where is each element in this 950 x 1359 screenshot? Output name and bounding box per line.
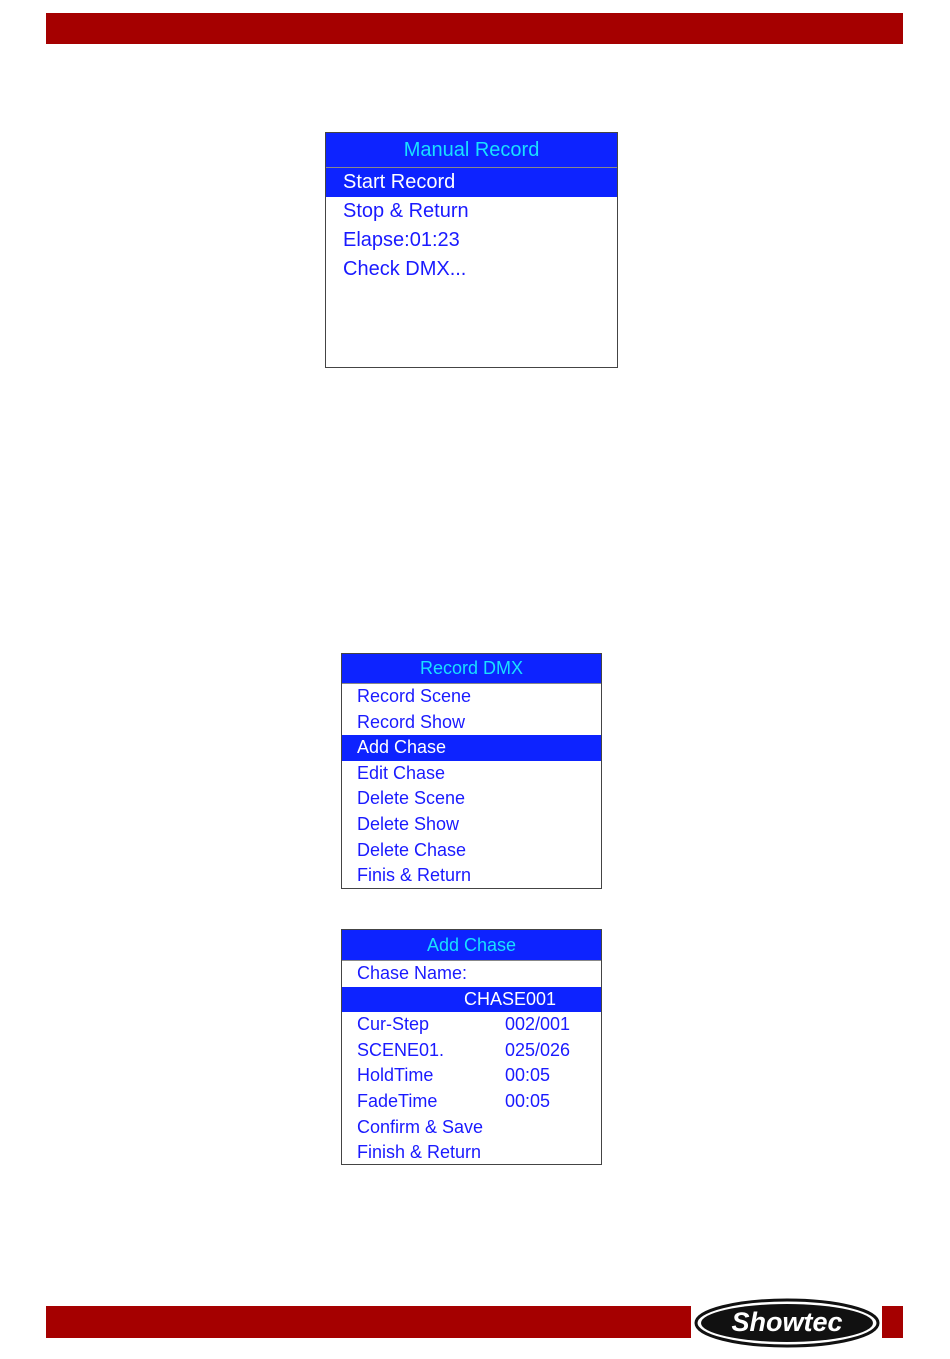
add-chase-menu bbox=[341, 929, 602, 1165]
confirm-save-button[interactable]: Confirm & Save bbox=[357, 1116, 484, 1137]
setting-row-hold-time[interactable] bbox=[342, 1063, 601, 1089]
setting-row-fade-time[interactable] bbox=[342, 1089, 601, 1115]
menu-item-start-record[interactable]: Start Record bbox=[326, 168, 617, 197]
menu-item-stop-return[interactable]: Stop & Return bbox=[343, 200, 469, 222]
menu-item-delete-chase[interactable]: Delete Chase bbox=[357, 839, 467, 860]
menu-item-edit-chase[interactable]: Edit Chase bbox=[357, 762, 446, 783]
chase-name-field[interactable] bbox=[342, 987, 601, 1013]
footer-bar-end bbox=[882, 1306, 903, 1338]
menu-item-add-chase[interactable]: Add Chase bbox=[342, 735, 601, 761]
menu-item-record-scene[interactable]: Record Scene bbox=[357, 686, 472, 706]
menu-item-record-show[interactable]: Record Show bbox=[357, 711, 466, 732]
menu-item-finish-return[interactable]: Finis & Return bbox=[357, 865, 472, 886]
manual-record-menu bbox=[325, 132, 618, 368]
showtec-logo bbox=[694, 1298, 880, 1348]
setting-value: 00:05 bbox=[505, 1090, 551, 1111]
logo-text: Showtec bbox=[731, 1307, 843, 1337]
record-dmx-menu bbox=[341, 653, 602, 889]
setting-label: HoldTime bbox=[357, 1065, 434, 1086]
setting-value: 002/001 bbox=[505, 1014, 571, 1035]
setting-label: SCENE01. bbox=[357, 1039, 445, 1060]
setting-value: 025/026 bbox=[505, 1039, 571, 1060]
setting-row-scene[interactable] bbox=[342, 1038, 601, 1064]
chase-name-value: CHASE001 bbox=[464, 988, 557, 1009]
elapsed-time: Elapse:01:23 bbox=[343, 229, 460, 251]
setting-label: FadeTime bbox=[357, 1090, 438, 1111]
footer-bar bbox=[46, 1306, 691, 1338]
setting-row-cur-step[interactable] bbox=[342, 1012, 601, 1038]
menu-title: Add Chase bbox=[342, 930, 601, 961]
menu-title: Record DMX bbox=[342, 654, 601, 684]
menu-title: Manual Record bbox=[326, 133, 617, 168]
menu-item-delete-scene[interactable]: Delete Scene bbox=[357, 788, 466, 809]
chase-name-label: Chase Name: bbox=[357, 963, 468, 983]
menu-item-delete-show[interactable]: Delete Show bbox=[357, 813, 460, 834]
menu-item-check-dmx[interactable]: Check DMX... bbox=[343, 258, 467, 280]
finish-return-button[interactable]: Finish & Return bbox=[357, 1142, 482, 1163]
setting-value: 00:05 bbox=[505, 1065, 551, 1086]
setting-label: Cur-Step bbox=[357, 1014, 430, 1035]
header-bar bbox=[46, 13, 903, 44]
